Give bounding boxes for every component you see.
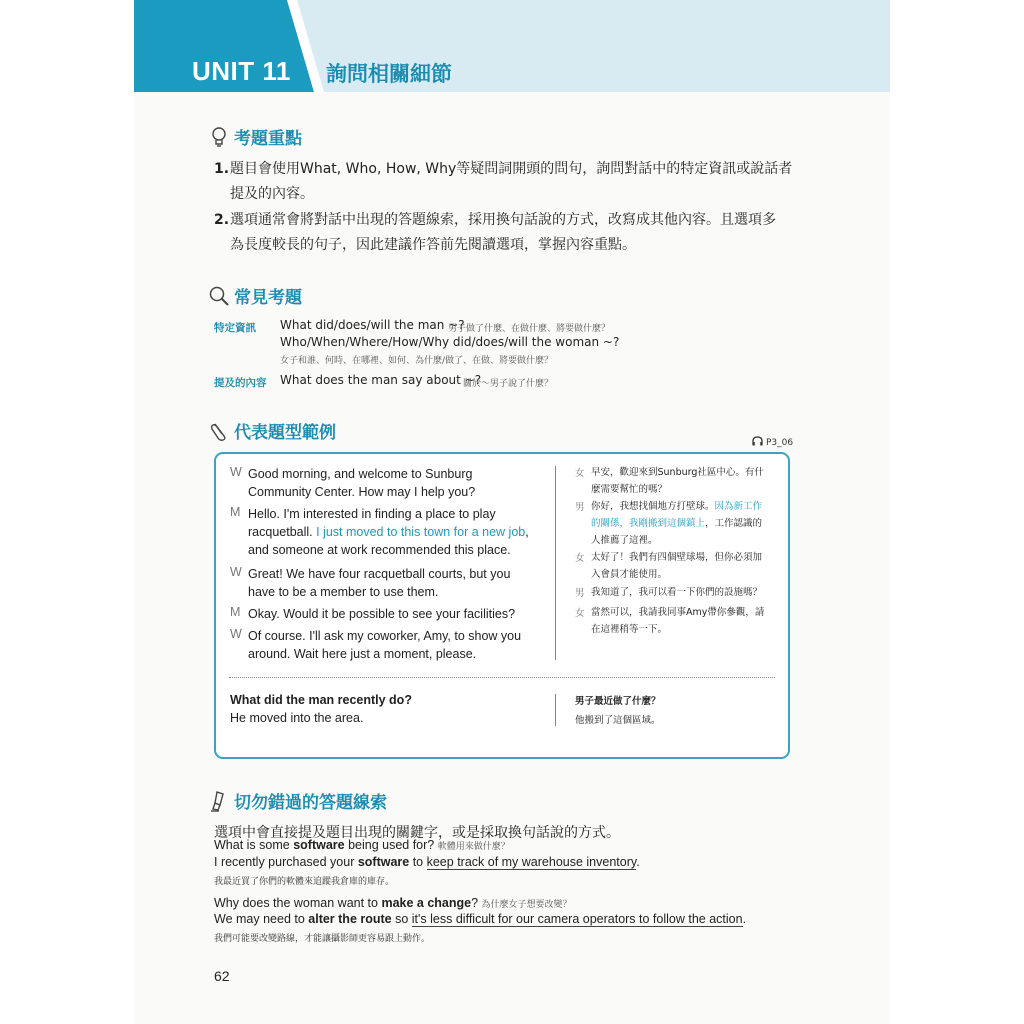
key-point-1 [214,157,792,207]
speaker-label: M [230,505,241,519]
translation-line [591,549,781,583]
speaker-label-zh: 男 [575,502,585,513]
category-label: 特定資訊 [214,322,256,334]
speaker-label: W [230,465,242,479]
unit-label: UNIT 11 [192,56,291,86]
speaker-label-zh: 女 [575,468,585,479]
question-pattern: What does the man say about ~? [280,373,482,387]
section-heading-common-questions [208,283,302,308]
example-answer-zh: 他搬到了這個區域。 [575,715,661,726]
section-title: 考題重點 [234,129,302,149]
item-number: 2. [214,212,230,228]
highlighted-clue: I just moved to this town for a new job [316,525,526,539]
dialogue-text: Community Center. How may I help you? [248,485,476,499]
dialogue-line [248,605,515,623]
text: Why does the woman want to [214,896,382,910]
dialogue-text: around. Wait here just a moment, please. [248,647,477,661]
dialogue-text: and someone at work recommended this place. [248,543,511,557]
dialogue-text: have to be a member to use them. [248,585,439,599]
paperclip-icon [208,420,230,442]
translation-text: 麼需要幫忙的嗎？ [591,484,668,495]
question-pattern-zh: 女子和誰、何時、在哪裡、如何、為什麼/做了、在做、將要做什麼？ [280,356,554,366]
text: We may need to [214,912,309,926]
highlighted-clue-zh: 因為新工作 [714,501,763,512]
text: so [391,912,412,926]
example-question: What did the man recently do? [230,693,412,707]
page-number: 62 [214,968,230,984]
translation-line [591,584,781,601]
clue-question-zh: 軟體用來做什麼？ [437,842,510,852]
translation-text: 你好，我想找個地方打壁球。 [591,501,715,512]
audio-code: P3_06 [766,437,794,448]
clue-answer [214,912,746,926]
translation-text: ，工作認識的 [705,518,763,529]
text: being used for? [344,838,435,852]
item-text: 選項通常會將對話中出現的答題線索，採用換句話說的方式，改寫成其他內容。且選項多 [230,212,776,228]
translation-text: 在這裡稍等一下。 [591,624,668,635]
question-pattern-zh: 關於～男子說了什麼？ [463,379,554,389]
translation-line [591,498,781,549]
underlined-clue: it's less difficult for our camera operators to follow the action [411,912,743,926]
dialogue-text: , [525,525,529,539]
clue-answer-zh: 我們可能要改變路線，才能讓攝影師更容易跟上動作。 [214,934,431,944]
translation-text: 人推薦了這裡。 [591,535,658,546]
example-answer: He moved into the area. [230,711,364,725]
clue-question-zh: 為什麼女子想要改變？ [481,900,572,910]
speaker-label-zh: 女 [575,553,585,564]
text: to [409,855,427,869]
section-heading-clues [208,788,387,813]
unit-title: 詢問相關細節 [326,62,452,86]
dialogue-text: Great! We have four racquetball courts, but you [248,567,511,581]
speaker-label-zh: 女 [575,608,585,619]
text: . [742,912,747,926]
item-text: 為長度較長的句子，因此建議作答前先閱讀選項，掌握內容重點。 [230,237,636,253]
translation-text: 入會員才能使用。 [591,569,668,580]
text: I recently purchased your [214,855,358,869]
clues-intro: 選項中會直接提及題目出現的關鍵字，或是採取換句話說的方式。 [214,825,620,841]
text: ? [471,896,479,910]
dotted-divider [229,677,775,678]
dialogue-line [248,505,529,559]
category-label: 提及的內容 [214,377,267,389]
section-title: 切勿錯過的答題線索 [234,793,387,813]
column-divider [555,694,556,726]
translation-line [591,464,781,498]
dialogue-line [248,465,475,501]
translation-text: 我知道了，我可以看一下你們的設施嗎？ [591,587,763,598]
keyword: make a change [381,896,472,910]
highlighted-clue-zh: 的關係，我剛搬到這個鎮上 [591,518,706,529]
example-question-zh: 男子最近做了什麼？ [575,696,661,707]
question-pattern: What did/does/will the man ~? [280,318,465,332]
translation-line [591,604,781,638]
keyword: alter the route [308,912,392,926]
item-text: 題目會使用What, Who, How, Why等疑問詞開頭的問句，詢問對話中的特定資訊或說話者 [230,161,793,177]
item-text: 提及的內容。 [230,186,314,202]
key-point-2 [214,208,776,258]
dialogue-text: Of course. I'll ask my coworker, Amy, to show you [248,629,522,643]
dialogue-text: racquetball. [248,525,317,539]
section-heading-key-points [208,124,302,149]
speaker-label: W [230,627,242,641]
section-title: 代表題型範例 [234,423,336,443]
dialogue-text: Okay. Would it be possible to see your facilities? [248,607,516,621]
magnifier-icon [208,285,230,307]
highlighter-icon [208,790,230,812]
column-divider [555,466,556,660]
keyword: software [293,838,345,852]
section-heading-example [208,418,336,443]
clue-question [214,838,510,852]
keyword: software [357,855,410,869]
lightbulb-icon [208,126,230,148]
clue-answer-zh: 我最近買了你們的軟體來追蹤我倉庫的庫存。 [214,877,395,887]
speaker-label: W [230,565,242,579]
clue-answer [214,855,640,869]
headphones-icon [752,436,763,449]
dialogue-text: Hello. I'm interested in finding a place to play [248,507,496,521]
dialogue-text: Good morning, and welcome to Sunburg [248,467,473,481]
text: . [636,855,640,869]
section-title: 常見考題 [234,288,302,308]
question-pattern-zh: 男子做了什麼、在做什麼、將要做什麼？ [448,324,611,334]
translation-text: 太好了！我們有四個壁球場，但你必須加 [591,552,763,563]
speaker-label: M [230,605,241,619]
translation-text: 早安，歡迎來到Sunburg社區中心。有什 [591,467,764,478]
audio-track-label[interactable] [752,436,793,449]
underlined-clue: keep track of my warehouse inventory [426,855,637,869]
item-number: 1. [214,161,230,177]
question-pattern: Who/When/Where/How/Why did/does/will the woman ~? [280,335,620,349]
text: What is some [214,838,294,852]
translation-text: 當然可以，我請我同事Amy帶你參觀，請 [591,607,765,618]
dialogue-line [248,565,510,601]
clue-question [214,896,572,910]
dialogue-line [248,627,521,663]
speaker-label-zh: 男 [575,588,585,599]
